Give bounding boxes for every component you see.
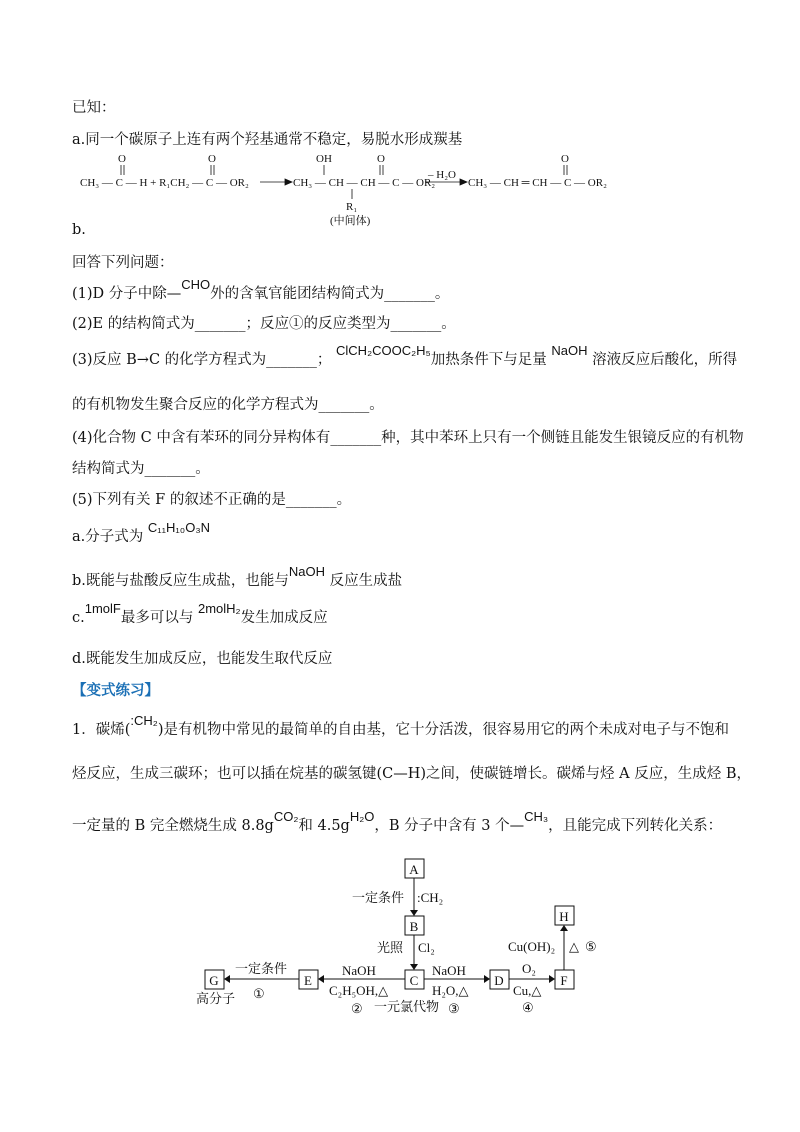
question-2: (2)E 的结构简式为_______；反应①的反应类型为_______。: [72, 316, 456, 332]
minus-water-label: – H₂O: [428, 169, 456, 181]
option-a: a.分子式为 C₁₁H₁₀O₃N: [72, 520, 210, 545]
cond-ab-right: :CH₂: [417, 890, 444, 905]
product-formula: CH₃ — CH ═ CH — C — OR₂: [468, 177, 607, 189]
question-5: (5)下列有关 F 的叙述不正确的是_______。: [72, 492, 352, 508]
step-2-num: ②: [351, 1001, 363, 1016]
cond-ce-bottom: C₂H₅OH,△: [329, 983, 389, 998]
practice-heading: 【变式练习】: [72, 682, 159, 699]
label-h: H: [559, 909, 569, 924]
practice-line-1: 1．碳烯(:CH₂)是有机物中常见的最简单的自由基，它十分活泼，很容易用它的两个未成对电子与不饱和: [72, 713, 729, 738]
question-3-cont: 的有机物发生聚合反应的化学方程式为_______。: [72, 397, 384, 413]
question-4: (4)化合物 C 中含有苯环的同分异构体有_______种，其中苯环上只有一个侧链且能发生银镜反应的有机物: [72, 430, 744, 446]
intermediate-label: (中间体): [330, 215, 371, 227]
question-1: (1)D 分子中除—CHO外的含氧官能团结构简式为_______。: [72, 277, 450, 302]
label-c: C: [409, 973, 419, 988]
label-d: D: [494, 973, 504, 988]
practice-line-2: 烃反应，生成三碳环；也可以插在烷基的碳氢键(C—H)之间，使碳链增长。碳烯与烃 A 反应，生成烃 B，: [72, 766, 752, 782]
label-f: F: [560, 973, 568, 988]
cond-fh-reagent: Cu(OH)₂: [508, 939, 556, 954]
step-1-num: ①: [253, 986, 265, 1001]
carbonyl-o-2: O: [208, 153, 216, 165]
label-g: G: [209, 973, 219, 988]
cond-cd-bottom: H₂O,△: [432, 983, 469, 998]
known-item-b: b.: [72, 222, 86, 238]
g-below-label: 高分子: [196, 991, 236, 1006]
known-item-a: a.同一个碳原子上连有两个羟基通常不稳定，易脱水形成羰基: [72, 132, 463, 148]
label-a: A: [409, 862, 419, 877]
known-heading: 已知：: [72, 100, 116, 116]
option-b: b.既能与盐酸反应生成盐，也能与NaOH 反应生成盐: [72, 564, 403, 589]
cond-ce-top: NaOH: [342, 963, 376, 978]
step-4-num: ④: [522, 1000, 534, 1015]
question-4-cont: 结构简式为_______。: [72, 461, 210, 477]
r1-label: R₁: [346, 201, 358, 213]
option-d: d.既能发生加成反应，也能发生取代反应: [72, 651, 333, 667]
reactant-left: CH₃ — C — H + R₁CH₂ — C — OR₂: [80, 177, 249, 189]
answer-heading: 回答下列问题：: [72, 255, 174, 271]
cond-bc-left: 光照: [377, 940, 404, 955]
cond-cd-top: NaOH: [432, 963, 466, 978]
hydroxyl-oh: OH: [316, 153, 332, 165]
practice-line-3: 一定量的 B 完全燃烧生成 8.8gCO₂和 4.5gH₂O，B 分子中含有 3 个—CH₃，且能完成下列转化关系：: [72, 809, 723, 834]
carbonyl-o-1: O: [118, 153, 126, 165]
cond-fh-delta: △: [569, 939, 579, 954]
carbonyl-o-3: O: [377, 153, 385, 165]
carbonyl-o-4: O: [561, 153, 569, 165]
cond-df-bottom: Cu,△: [513, 983, 542, 998]
step-3-num: ③: [448, 1001, 460, 1016]
label-b: B: [409, 919, 419, 934]
cond-df-top: O₂: [522, 961, 536, 976]
cond-bc-right: Cl₂: [418, 940, 435, 955]
c-below-label: 一元氯代物: [374, 999, 440, 1014]
question-3: (3)反应 B→C 的化学方程式为_______； ClCH₂COOC₂H₅加热条件下与足量 NaOH 溶液反应后酸化，所得: [72, 343, 738, 368]
cond-eg-top: 一定条件: [235, 961, 288, 976]
step-5-num: ⑤: [585, 939, 597, 954]
label-e: E: [304, 973, 312, 988]
cond-ab-left: 一定条件: [352, 890, 405, 905]
option-c: c.1molF最多可以与 2molH₂发生加成反应: [72, 601, 328, 626]
intermediate-formula: CH₃ — CH — CH — C — OR₂: [293, 177, 436, 189]
